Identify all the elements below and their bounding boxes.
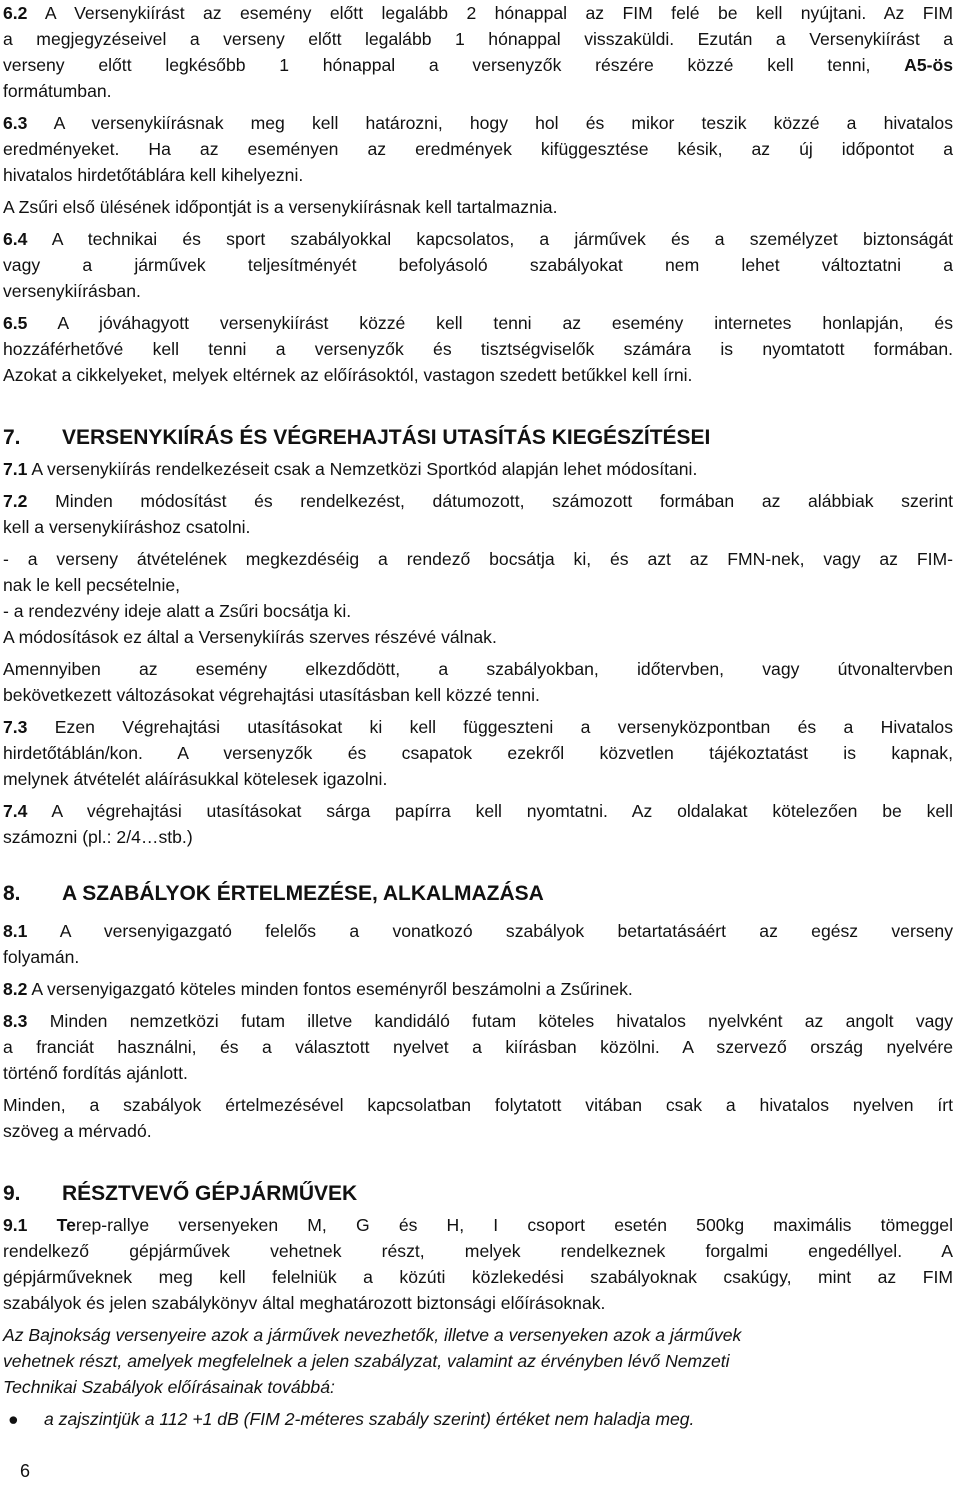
p9-1-line-1: [3, 1212, 953, 1238]
text: Ha az eseményen az eredmények kifüggesztése késik, az új időpontot a: [148, 139, 953, 159]
p6-2-line-1: [3, 0, 953, 26]
text: rendelkező gépjárművek vehetnek részt, melyek rendelkeznek forgalmi engedéllyel. A: [3, 1241, 953, 1261]
text: Minden nemzetközi futam illetve kandidáló futam köteles hivatalos nyelvként az angolt vagy: [49, 1011, 953, 1031]
text: A végrehajtási utasításokat sárga papírra kell nyomtatni. Az oldalakat kötelezően be kell: [51, 801, 953, 821]
section-number: 6.2: [3, 3, 28, 23]
p6-3-line-3: [3, 162, 953, 188]
p7-2-line-8: [3, 682, 953, 708]
section-heading-7: [3, 422, 710, 454]
section-number: 7.3: [3, 717, 28, 737]
p8-3-line-1: [3, 1008, 953, 1034]
p6-2-line-4: [3, 78, 953, 104]
heading-number: 9.: [3, 1182, 21, 1205]
p7-4-line-2: [3, 824, 953, 850]
p9-1-line-4: [3, 1290, 953, 1316]
p9-1-line-2: [3, 1238, 953, 1264]
p7-2-line-1: [3, 488, 953, 514]
text: rep-rallye versenyeken M, G és H, I csoport esetén 500kg maximális tömeggel: [75, 1215, 954, 1235]
text: Az Bajnokság versenyeire azok a járművek nevezhetők, illetve a versenyeken azok a járművek: [3, 1325, 742, 1345]
section-number: 6.4: [3, 229, 28, 249]
section-number: 6.3: [3, 113, 28, 133]
text: hozzáférhetővé kell tenni a versenyzők és tisztségviselők számára is nyomtatott formában.: [3, 339, 953, 359]
section-number: 8.1: [3, 921, 28, 941]
p6-5-line-2: [3, 336, 953, 362]
section-number: 9.1: [3, 1215, 28, 1235]
bullet-item: a zajszintjük a 112 +1 dB (FIM 2-méteres szabály szerint) értéket nem haladja meg.: [44, 1409, 695, 1429]
p8-3-line-4: [3, 1092, 953, 1118]
p7-2-line-3: [3, 546, 953, 572]
text: nak le kell pecsételnie,: [3, 575, 181, 595]
text: szabályok és jelen szabálykönyv által meghatározott biztonsági előírásoknak.: [3, 1293, 606, 1313]
text: eredményeket.: [3, 139, 120, 159]
section-number: 8.3: [3, 1011, 28, 1031]
p8-3-line-3: [3, 1060, 953, 1086]
text: történő fordítás ajánlott.: [3, 1063, 188, 1083]
p7-2-line-2: [3, 514, 953, 540]
text: A módosítások ez által a Versenykiírás szerves részévé válnak.: [3, 627, 497, 647]
text: - a verseny átvételének megkezdéséig a rendező bocsátja ki, és azt az FMN-nek, vagy az FIM-: [3, 549, 953, 569]
text: A versenykiírásnak meg kell határozni, hogy hol és mikor teszik közzé a hivatalos: [53, 113, 954, 133]
text: hirdetőtáblán/kon. A versenyzők és csapatok ezekről közvetlen tájékoztatást is kapnak,: [3, 743, 953, 763]
heading-number: 7.: [3, 426, 21, 449]
text: A jóváhagyott versenykiírást közzé kell tenni az esemény internetes honlapján, és: [57, 313, 954, 333]
heading-number: 8.: [3, 882, 21, 905]
p6-3-line-2: [3, 136, 953, 162]
heading-title: VERSENYKIÍRÁS ÉS VÉGREHAJTÁSI UTASÍTÁS KIEGÉSZÍTÉSEI: [62, 426, 711, 449]
text: A versenyigazgató köteles minden fontos eseményről beszámolni a Zsűrinek.: [31, 979, 633, 999]
p6-4-line-1: [3, 226, 953, 252]
p6-4-line-2: [3, 252, 953, 278]
text: A Versenykiírást az esemény előtt legalább 2 hónappal az FIM felé be kell nyújtani. Az FIM: [44, 3, 953, 23]
p9-1-line-3: [3, 1264, 953, 1290]
italic-line-3: [3, 1374, 953, 1400]
heading-title: RÉSZTVEVŐ GÉPJÁRMŰVEK: [62, 1182, 358, 1205]
p8-1-line-1: [3, 918, 953, 944]
text: A versenyigazgató felelős a vonatkozó szabályok betartatásáért az egész verseny: [59, 921, 953, 941]
italic-line-2: [3, 1348, 953, 1374]
text: melynek átvételét aláírásukkal kötelesek igazolni.: [3, 769, 388, 789]
text: Technikai Szabályok előírásainak továbbá:: [3, 1377, 335, 1397]
p6-4-line-3: [3, 278, 953, 304]
p6-5-line-3: [3, 362, 953, 388]
p6-2-line-2: [3, 26, 953, 52]
text: A technikai és sport szabályokkal kapcsolatos, a járművek és a személyzet biztonságát: [51, 229, 953, 249]
p8-1-line-2: [3, 944, 953, 970]
text: a megjegyzéseivel a verseny előtt legalább 1 hónappal visszaküldi. Ezután a Versenykiírást a: [3, 29, 953, 49]
bold-text: A5-ös: [904, 55, 953, 75]
text: Minden módosítást és rendelkezést, dátumozott, számozott formában az alábbiak szerint: [55, 491, 953, 511]
text: vehetnek részt, amelyek megfelelnek a jelen szabályzat, valamint az érvényben lévő Nemzeti: [3, 1351, 730, 1371]
text: Ezen Végrehajtási utasításokat ki kell függeszteni a versenyközpontban és a Hivatalos: [54, 717, 953, 737]
section-heading-9: [3, 1178, 357, 1210]
section-number: 7.2: [3, 491, 28, 511]
p7-3-line-3: [3, 766, 953, 792]
text: verseny előtt legkésőbb 1 hónappal a versenyzők részére közzé kell tenni,: [3, 55, 871, 75]
text: számozni (pl.: 2/4…stb.): [3, 827, 193, 847]
p6-5-line-1: [3, 310, 953, 336]
p7-1-line-1: [3, 456, 953, 482]
text: szöveg a mérvadó.: [3, 1121, 152, 1141]
p8-2-line-1: [3, 976, 953, 1002]
section-number: 7.1: [3, 459, 28, 479]
text: folyamán.: [3, 947, 80, 967]
text: bekövetkezett változásokat végrehajtási utasításban kell közzé tenni.: [3, 685, 540, 705]
text: Azokat a cikkelyeket, melyek eltérnek az előírásoktól, vastagon szedett betűkkel kell írni.: [3, 365, 693, 385]
text: formátumban.: [3, 81, 112, 101]
text: hivatalos hirdetőtáblára kell kihelyezni.: [3, 165, 304, 185]
section-number: 7.4: [3, 801, 28, 821]
text: versenykiírásban.: [3, 281, 141, 301]
text: A versenykiírás rendelkezéseit csak a Nemzetközi Sportkód alapján lehet módosítani.: [31, 459, 698, 479]
p7-2-line-6: [3, 624, 953, 650]
p8-3-line-5: [3, 1118, 953, 1144]
text: Minden, a szabályok értelmezésével kapcsolatban folytatott vitában csak a hivatalos nyelven írt: [3, 1095, 953, 1115]
text: Amennyiben az esemény elkezdődött, a szabályokban, időtervben, vagy útvonaltervben: [3, 659, 953, 679]
p7-2-line-5: [3, 598, 953, 624]
page-number: 6: [20, 1461, 31, 1481]
text: gépjárműveknek meg kell felelniük a közúti közlekedési szabályoknak csakúgy, mint az FIM: [3, 1267, 953, 1287]
p7-2-line-7: [3, 656, 953, 682]
p6-3-line-1: [3, 110, 953, 136]
bold-text: Te: [56, 1215, 76, 1235]
italic-line-1: [3, 1322, 953, 1348]
heading-title: A SZABÁLYOK ÉRTELMEZÉSE, ALKALMAZÁSA: [62, 882, 544, 905]
text: a franciát használni, és a választott nyelvet a kiírásban közölni. A szervező ország nyelvére: [3, 1037, 953, 1057]
p8-3-line-2: [3, 1034, 953, 1060]
text: - a rendezvény ideje alatt a Zsűri bocsátja ki.: [3, 601, 352, 621]
p6-3-line-4: [3, 194, 953, 220]
bullet-icon: ●: [8, 1409, 19, 1429]
section-number: 8.2: [3, 979, 28, 999]
text: A Zsűri első ülésének időpontját is a versenykiírásnak kell tartalmaznia.: [3, 197, 558, 217]
text: vagy a járművek teljesítményét befolyásoló szabályokat nem lehet változtatni a: [3, 255, 953, 275]
p7-3-line-1: [3, 714, 953, 740]
p7-4-line-1: [3, 798, 953, 824]
p6-2-line-3: [3, 52, 953, 78]
p7-2-line-4: [3, 572, 953, 598]
p7-3-line-2: [3, 740, 953, 766]
text: kell a versenykiíráshoz csatolni.: [3, 517, 251, 537]
section-heading-8: [3, 878, 544, 910]
section-number: 6.5: [3, 313, 28, 333]
